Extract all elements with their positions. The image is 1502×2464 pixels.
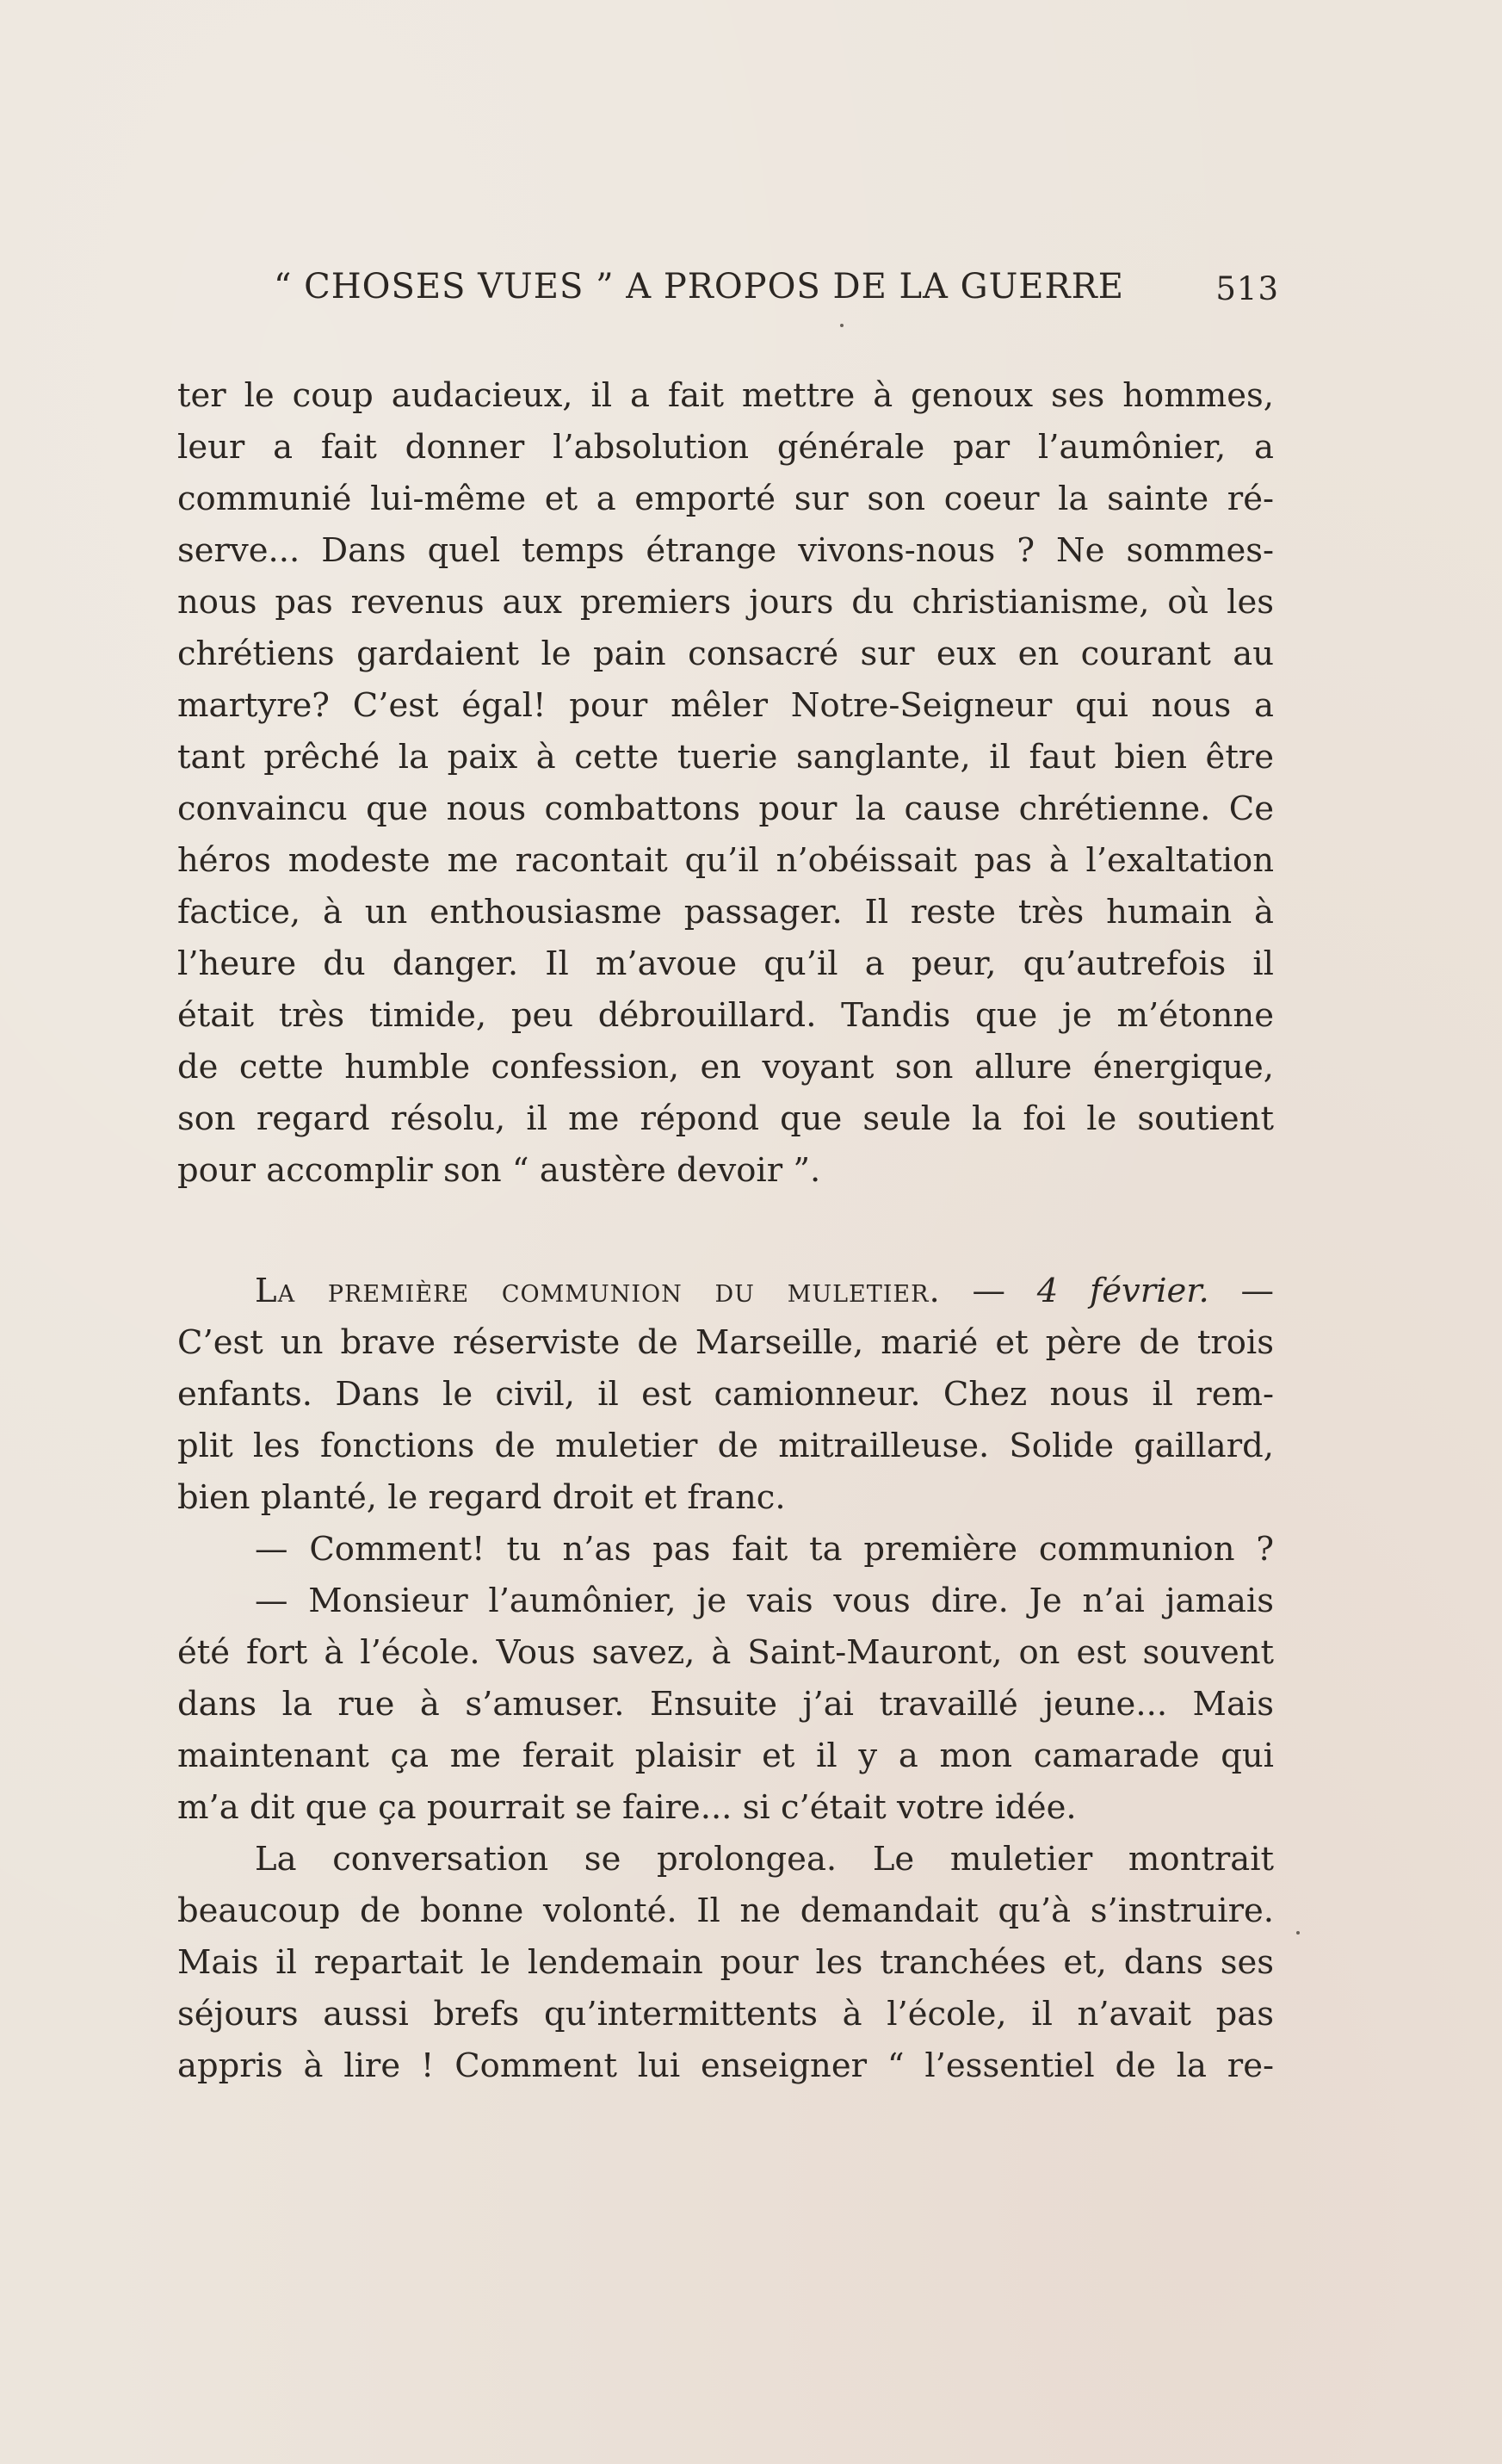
- text-line: enfants. Dans le civil, il est camionneur. Chez nous il rem-: [177, 1375, 1274, 1414]
- text-line: plit les fonctions de muletier de mitrailleuse. Solide gaillard,: [177, 1427, 1274, 1465]
- text-line: pour accomplir son “ austère devoir ”.: [177, 1151, 821, 1190]
- text-line: tant prêché la paix à cette tuerie sanglante, il faut bien être: [177, 738, 1274, 777]
- section: [177, 1266, 1274, 2092]
- text-line: héros modeste me racontait qu’il n’obéissait pas à l’exaltation: [177, 841, 1274, 880]
- paragraph: [177, 370, 1274, 1197]
- section-date: 4 février.: [1036, 1272, 1209, 1310]
- text-line: dans la rue à s’amuser. Ensuite j’ai travaillé jeune... Mais: [177, 1685, 1274, 1724]
- text-line: été fort à l’école. Vous savez, à Saint-Mauront, on est souvent: [177, 1633, 1274, 1672]
- text-line: beaucoup de bonne volonté. Il ne demandait qu’à s’instruire.: [177, 1891, 1274, 1930]
- text-line: l’heure du danger. Il m’avoue qu’il a peur, qu’autrefois il: [177, 944, 1274, 983]
- text-line: leur a fait donner l’absolution générale par l’aumônier, a: [177, 428, 1274, 467]
- text-line: était très timide, peu débrouillard. Tandis que je m’étonne: [177, 996, 1274, 1035]
- section-heading-line: [177, 1266, 1274, 1317]
- paper-speck: [840, 324, 844, 327]
- section-heading: La première communion du muletier.: [255, 1272, 941, 1310]
- text-line: chrétiens gardaient le pain consacré sur eux en courant au: [177, 635, 1274, 673]
- heading-dash: —: [940, 1272, 1037, 1310]
- text-line: factice, à un enthousiasme passager. Il reste très humain à: [177, 893, 1274, 932]
- text-line: serve... Dans quel temps étrange vivons-nous ? Ne sommes-: [177, 531, 1274, 570]
- section-break: [177, 1197, 1274, 1266]
- text-line: maintenant ça me ferait plaisir et il y a mon camarade qui: [177, 1737, 1274, 1775]
- paper-speck: [1296, 1931, 1300, 1935]
- text-line: son regard résolu, il me répond que seule la foi le soutient: [177, 1099, 1274, 1138]
- text-line: ter le coup audacieux, il a fait mettre à genoux ses hommes,: [177, 376, 1274, 415]
- text-line: nous pas revenus aux premiers jours du christianisme, où les: [177, 583, 1274, 622]
- heading-dash: —: [1208, 1272, 1274, 1310]
- dialogue-line: — Monsieur l’aumônier, je vais vous dire. Je n’ai jamais: [255, 1582, 1274, 1620]
- running-title: “ CHOSES VUES ” A PROPOS DE LA GUERRE: [274, 267, 1124, 306]
- page-number: 513: [1215, 270, 1279, 307]
- text-line: communié lui-même et a emporté sur son coeur la sainte ré-: [177, 480, 1274, 518]
- text-line: de cette humble confession, en voyant son allure énergique,: [177, 1048, 1274, 1087]
- text-line: appris à lire ! Comment lui enseigner “ l’essentiel de la re-: [177, 2046, 1274, 2085]
- text-line: martyre? C’est égal! pour mêler Notre-Seigneur qui nous a: [177, 686, 1274, 725]
- text-line: séjours aussi brefs qu’intermittents à l’école, il n’avait pas: [177, 1995, 1274, 2034]
- paragraph-first-line: La conversation se prolongea. Le muletier montrait: [255, 1840, 1274, 1879]
- dialogue-line: — Comment! tu n’as pas fait ta première communion ?: [255, 1530, 1274, 1569]
- text-line: Mais il repartait le lendemain pour les tranchées et, dans ses: [177, 1943, 1274, 1982]
- running-header: [274, 257, 1279, 317]
- text-line: C’est un brave réserviste de Marseille, marié et père de trois: [177, 1323, 1274, 1362]
- text-line: bien planté, le regard droit et franc.: [177, 1478, 786, 1517]
- body-text: [177, 370, 1274, 2092]
- text-line: convaincu que nous combattons pour la cause chrétienne. Ce: [177, 789, 1274, 828]
- text-line: m’a dit que ça pourrait se faire... si c’était votre idée.: [177, 1788, 1077, 1827]
